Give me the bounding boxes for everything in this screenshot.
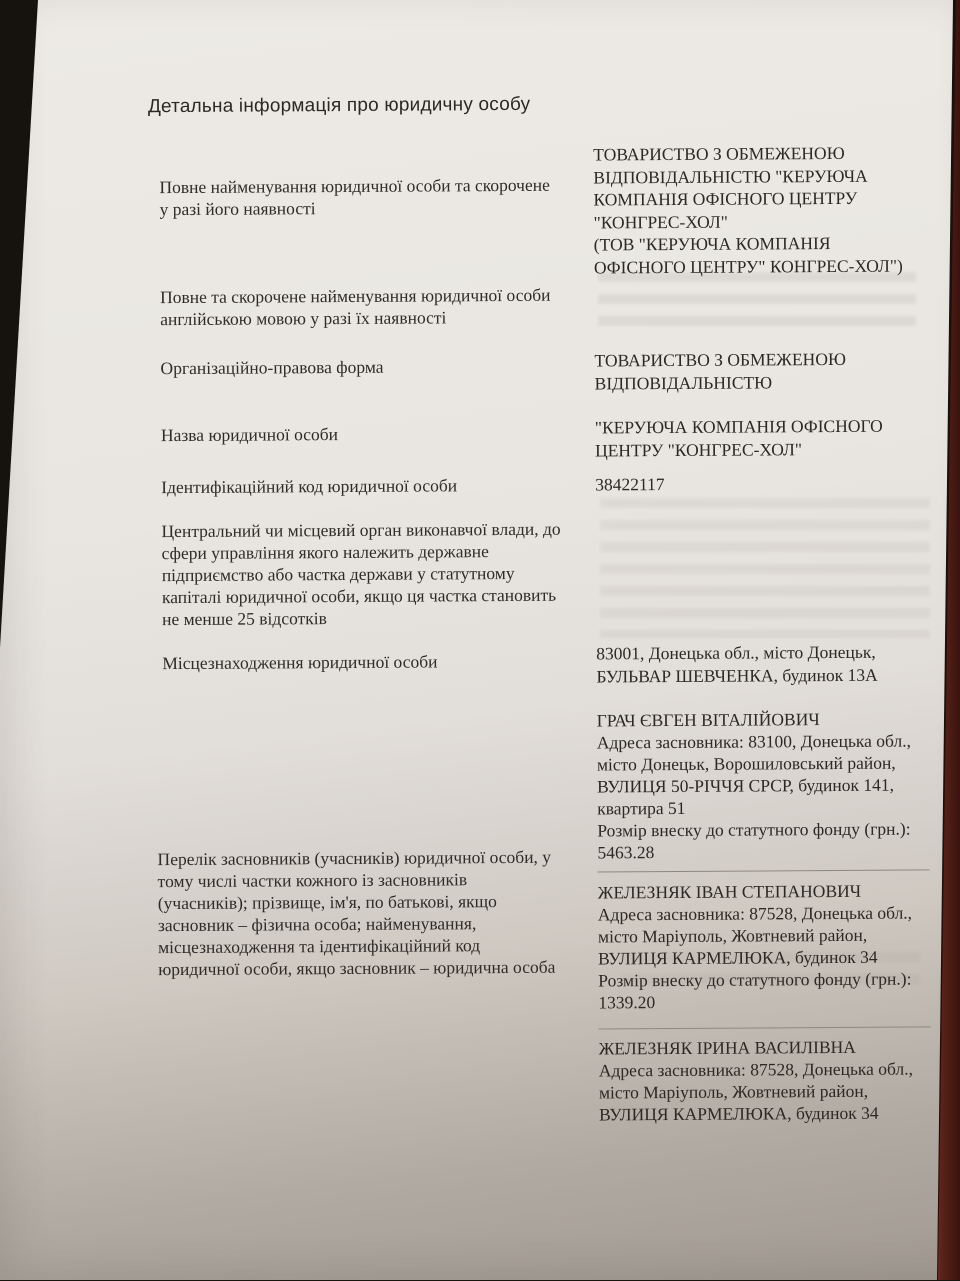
field-label-founders-list: Перелік засновників (учасників) юридичної особи, у тому числі частки кожного із засновників (учасників); прізвище, ім'я, по батькові, якщо засновник – фізична особа; найменування, місцезнаходження та ідентифікаційний код юридичної особи, якщо засновник – юридична особа (157, 846, 556, 980)
field-label-entity-name: Назва юридичної особи (160, 424, 339, 446)
founder-entry: ГРАЧ ЄВГЕН ВІТАЛІЙОВИЧ Адреса засновника: 83100, Донецька обл., місто Донецьк, Ворошиловський район, ВУЛИЦЯ 50-РІЧЧЯ СРСР, будинок 141, квартира 51 Розмір внеску до статутного фонду (грн.): 5463.28 (596, 709, 912, 863)
field-label-english-name: Повне та скорочене найменування юридичної особи англійською мовою у разі їх наявності (160, 284, 551, 330)
field-label-state-authority: Центральний чи місцевий орган виконавчої влади, до сфери управління якого належить державне підприємство або частка держави у статутному капіталі юридичної особи, якщо ця частка становить не менше 25 відсотків (161, 518, 561, 630)
founder-entry: ЖЕЛЕЗНЯК ІВАН СТЕПАНОВИЧ Адреса засновника: 87528, Донецька обл., місто Маріуполь, Жовтневий район, ВУЛИЦЯ КАРМЕЛЮКА, будинок 34 Розмір внеску до статутного фонду (грн.): 1339.20 (597, 880, 913, 1013)
founder-entry: ЖЕЛЕЗНЯК ІРИНА ВАСИЛІВНА Адреса засновника: 87528, Донецька обл., місто Маріуполь, Жовтневий район, ВУЛИЦЯ КАРМЕЛЮКА, будинок 34 (598, 1036, 914, 1125)
field-label-full-name: Повне найменування юридичної особи та скорочене у разі його наявності (159, 174, 550, 220)
founder-separator (598, 869, 930, 872)
field-value-legal-form: ТОВАРИСТВО З ОБМЕЖЕНОЮ ВІДПОВІДАЛЬНІСТЮ (594, 348, 846, 393)
field-label-legal-form: Організаційно-правова форма (160, 356, 384, 379)
field-value-location: 83001, Донецька обл., місто Донецьк, БУЛЬВАР ШЕВЧЕНКА, будинок 13А (596, 641, 878, 686)
field-label-location: Місцезнаходження юридичної особи (162, 651, 438, 674)
field-value-entity-name: "КЕРУЮЧА КОМПАНІЯ ОФІСНОГО ЦЕНТРУ "КОНГРЕС-ХОЛ" (594, 415, 883, 460)
field-value-full-name: ТОВАРИСТВО З ОБМЕЖЕНОЮ ВІДПОВІДАЛЬНІСТЮ "КЕРУЮЧА КОМПАНІЯ ОФІСНОГО ЦЕНТРУ "КОНГРЕС-ХОЛ" (ТОВ "КЕРУЮЧА КОМПАНІЯ ОФІСНОГО ЦЕНТРУ" КОНГРЕС-ХОЛ") (593, 142, 903, 277)
field-value-id-code: 38422117 (595, 474, 665, 495)
field-label-id-code: Ідентифікаційний код юридичної особи (161, 475, 458, 498)
founder-separator (599, 1026, 931, 1029)
document-title: Детальна інформація про юридичну особу (147, 93, 531, 118)
